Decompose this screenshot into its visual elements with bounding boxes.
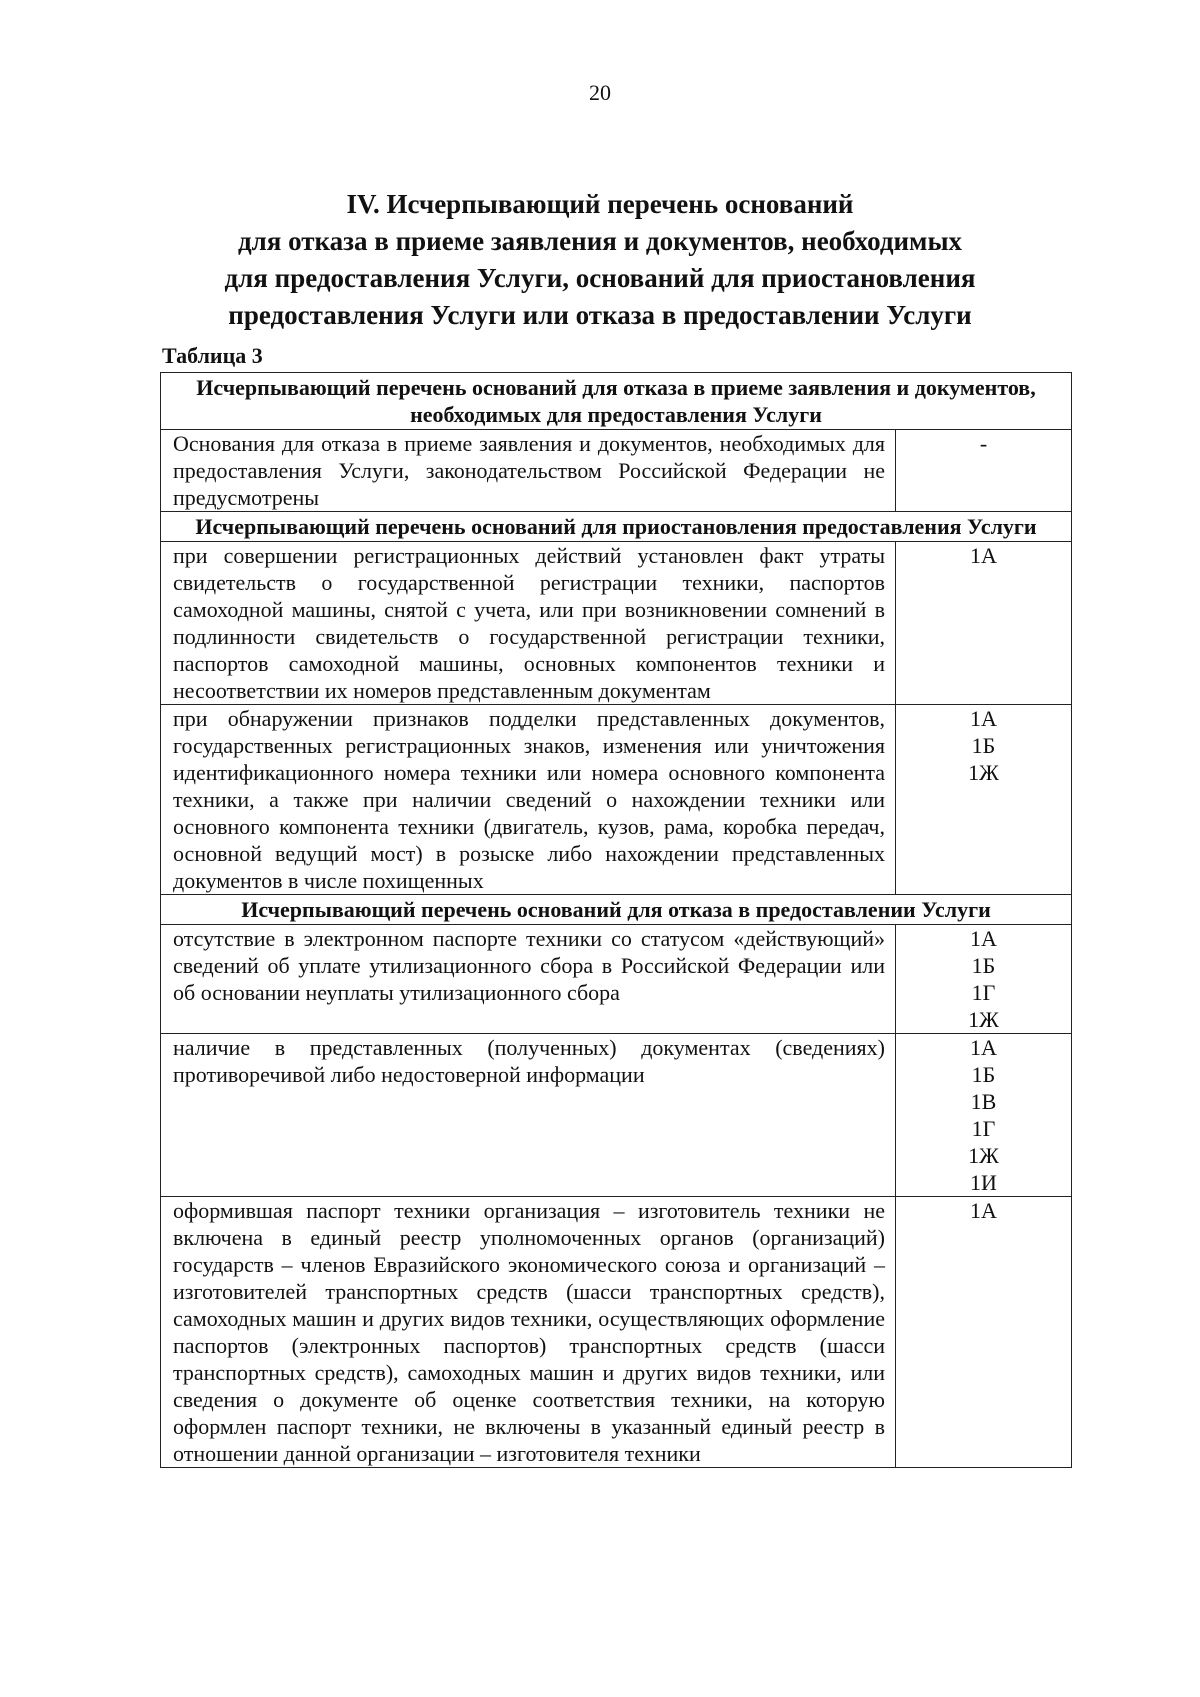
table-row (161, 925, 1072, 1034)
table-row (161, 1034, 1072, 1197)
ground-code: 1Б (971, 1062, 996, 1087)
ground-code: 1Ж (968, 760, 999, 785)
ground-code: 1Г (971, 1116, 996, 1141)
group-heading-row (161, 895, 1072, 925)
section-title-line: для предоставления Услуги, оснований для приостановления (224, 263, 976, 293)
ground-codes (896, 925, 1072, 1034)
ground-text: отсутствие в электронном паспорте техники со статусом «действующий» сведений об уплате утилизационного сбора в Российской Федерации или об основании неуплаты утилизационного сбора (161, 925, 896, 1034)
table-row (161, 430, 1072, 512)
ground-code: 1Ж (968, 1007, 999, 1032)
ground-code: 1А (970, 926, 997, 951)
page-number: 20 (589, 80, 611, 105)
table-row (161, 1197, 1072, 1468)
ground-text: Основания для отказа в приеме заявления и документов, необходимых для предоставления Услуги, законодательством Российской Федерации не предусмотрены (161, 430, 896, 512)
table-row (161, 705, 1072, 895)
ground-text: при совершении регистрационных действий установлен факт утраты свидетельств о государственной регистрации техники, паспортов самоходной машины, снятой с учета, или при возникновении сомнений в подлинности свидетельств о государственной регистрации техники, паспортов самоходной машины, основных компонентов техники и несоответствии их номеров представленным документам (161, 542, 896, 705)
ground-text: при обнаружении признаков подделки представленных документов, государственных регистрационных знаков, изменения или уничтожения идентификационного номера техники или номера основного компонента техники, а также при наличии сведений о нахождении техники или основного компонента техники (двигатель, кузов, рама, коробка передач, основной ведущий мост) в розыске либо нахождении представленных документов в числе похищенных (161, 705, 896, 895)
table-row (161, 542, 1072, 705)
section-title-line: предоставления Услуги или отказа в предоставлении Услуги (228, 300, 972, 330)
ground-code: 1В (970, 1089, 997, 1114)
grounds-table (160, 372, 1072, 1468)
section-title-line: IV. Исчерпывающий перечень оснований (346, 189, 854, 219)
ground-code: 1А (970, 1198, 997, 1223)
ground-code: 1Б (971, 733, 996, 758)
ground-code: - (979, 431, 988, 456)
ground-text: оформившая паспорт техники организация – изготовитель техники не включена в единый реестр уполномоченных органов (организаций) государств – членов Евразийского экономического союза и организаций – изготовителей транспортных средств (шасси транспортных средств), самоходных машин и других видов техники, осуществляющих оформление паспортов (электронных паспортов) транспортных средств (шасси транспортных средств), самоходных машин и других видов техники, или сведения о документе об оценке соответствия техники, на которую оформлен паспорт техники, не включены в указанный единый реестр в отношении данной организации – изготовителя техники (161, 1197, 896, 1468)
group-heading-row (161, 512, 1072, 542)
ground-codes (896, 542, 1072, 705)
group-heading: Исчерпывающий перечень оснований для приостановления предоставления Услуги (161, 512, 1072, 542)
ground-code: 1Г (971, 980, 996, 1005)
ground-code: 1А (970, 1035, 997, 1060)
ground-text: наличие в представленных (полученных) документах (сведениях) противоречивой либо недостоверной информации (161, 1034, 896, 1197)
ground-codes (896, 705, 1072, 895)
ground-code: 1Ж (968, 1143, 999, 1168)
group-heading-row (161, 373, 1072, 430)
ground-codes (896, 1034, 1072, 1197)
section-title-line: для отказа в приеме заявления и документов, необходимых (237, 226, 963, 256)
ground-codes (896, 1197, 1072, 1468)
table-caption: Таблица 3 (162, 343, 263, 368)
ground-codes (896, 430, 1072, 512)
ground-code: 1А (970, 706, 997, 731)
ground-code: 1И (970, 1170, 997, 1195)
ground-code: 1Б (971, 953, 996, 978)
section-title (160, 186, 1040, 334)
ground-code: 1А (970, 543, 997, 568)
group-heading: Исчерпывающий перечень оснований для отказа в предоставлении Услуги (161, 895, 1072, 925)
group-heading: Исчерпывающий перечень оснований для отказа в приеме заявления и документов, необходимых для предоставления Услуги (161, 373, 1072, 430)
